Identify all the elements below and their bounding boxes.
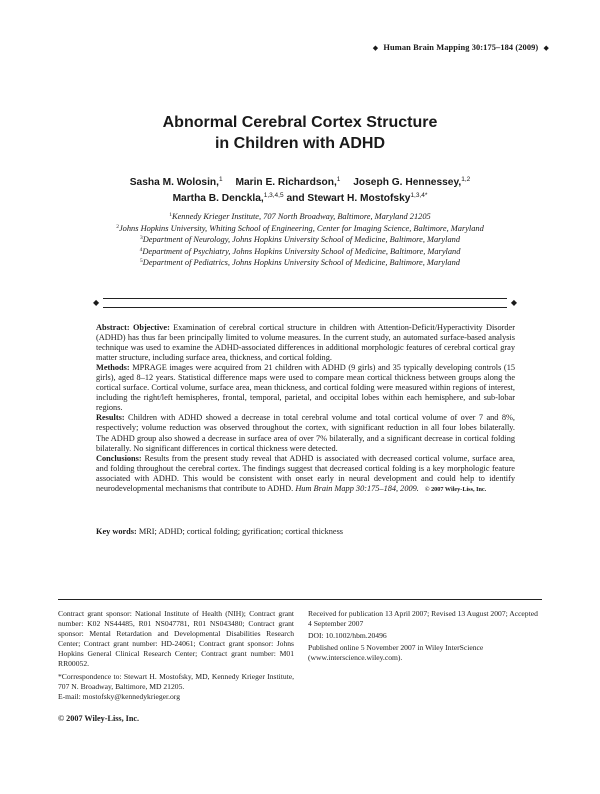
footnotes-right: [308, 609, 542, 665]
diamond-icon: ◆: [543, 44, 549, 52]
affil-text: Department of Pediatrics, Johns Hopkins University School of Medicine, Baltimore, Maryland: [142, 258, 460, 268]
page-copyright: © 2007 Wiley-Liss, Inc.: [58, 714, 140, 723]
author-name: Martha B. Denckla,: [172, 193, 264, 204]
author-name: Sasha M. Wolosin,: [129, 177, 219, 188]
section-separator: [95, 293, 515, 313]
abstract-objective: [96, 323, 515, 363]
methods-text: MPRAGE images were acquired from 21 children with ADHD (9 girls) and 35 typically developing controls (15 girls), aged 8–12 years. Statistical difference maps were used to compare mean cortical thickness between groups along the cortical surface. Cortical volume, surface area, mean thickness, and cortical folding were measured within regions of interest, including the right/left hemispheres, frontal, temporal, parietal, and occipital lobes within each hemisphere, and sub-lobar regions.: [96, 363, 515, 413]
affil-sup: 4: [139, 246, 143, 253]
affil-text: Department of Neurology, Johns Hopkins University School of Medicine, Baltimore, Maryland: [142, 235, 461, 245]
abstract: [96, 323, 515, 495]
abstract-label: Abstract:: [96, 323, 130, 332]
results-text: Children with ADHD showed a decrease in total cerebral volume and total cortical volume of over 7 and 8%, respectively; volume reduction was observed throughout the cortex, with significant reduction in all four lobes bilaterally. The ADHD group also showed a decrease in surface area of over 7% bilaterally, and a significant decrease in cortical folding bilaterally. No significant differences in cortical thickness were detected.: [96, 413, 516, 453]
conclusions-label: Conclusions:: [96, 453, 142, 463]
methods-label: Methods:: [96, 363, 130, 373]
divider: [103, 298, 507, 299]
abstract-citation: Hum Brain Mapp 30:175–184, 2009.: [295, 483, 419, 493]
published-online: Published online 5 November 2007 in Wiley InterScience (www.interscience.wiley.com).: [308, 643, 484, 663]
email: E-mail: mostofsky@kennedykrieger.org: [58, 692, 181, 702]
author-list: [0, 175, 600, 207]
received-dates: Received for publication 13 April 2007; Revised 13 August 2007; Accepted 4 September 2007: [308, 609, 538, 629]
title-line-2: in Children with ADHD: [214, 135, 386, 152]
doi: DOI: 10.1002/hbm.20496: [308, 631, 387, 641]
affiliation: [0, 211, 600, 223]
author-line-2: [0, 191, 600, 207]
keywords: [96, 527, 515, 537]
results-label: Results:: [96, 413, 125, 423]
footnote-divider: [58, 599, 542, 600]
footnotes-left: [58, 609, 294, 705]
affil-text: Department of Psychiatry, Johns Hopkins University School of Medicine, Baltimore, Maryland: [142, 246, 461, 256]
objective-text: Examination of cerebral cortical structure in children with Attention-Deficit/Hyperactivity Disorder (ADHD) has thus far been principally limited to volume measures. In the current study, an automated surface-based analysis technique was used to examine the ADHD-associated differences in additional morphologic features of cerebral cortical gray matter structure, including surface area, thickness, and cortical folding.: [96, 323, 516, 363]
author-name: and Stewart H. Mostofsky: [286, 193, 411, 204]
affiliation: [0, 257, 600, 269]
abstract-results: [96, 413, 515, 453]
divider: [103, 307, 507, 308]
author-line-1: [0, 175, 600, 191]
grant-sponsors: Contract grant sponsor: National Institute of Health (NIH); Contract grant number: K02 NS44485, R01 NS047781, R01 NS043480; Contract grant sponsor: Mental Retardation and Developmental Disabilities Research Center; Contract grant number: HD-24061; Contract grant sponsor: Johns Hopkins General Clinical Research Center; Contract grant number: M01 RR00052.: [58, 609, 294, 669]
affil-text: Kennedy Krieger Institute, 707 North Broadway, Baltimore, Maryland 21205: [172, 212, 431, 221]
objective-label: Objective:: [132, 323, 170, 332]
title-line-1: Abnormal Cerebral Cortex Structure: [162, 114, 438, 131]
paper-title: [0, 112, 600, 154]
diamond-icon: ◆: [93, 298, 100, 307]
affiliation: [0, 246, 600, 258]
author-name: Marin E. Richardson,: [235, 177, 337, 188]
keywords-text: MRI; ADHD; cortical folding; gyrification; cortical thickness: [138, 527, 344, 536]
affil-sup: 2: [116, 223, 119, 230]
diamond-icon: ◆: [510, 298, 517, 307]
author-name: Joseph G. Hennessey,: [353, 177, 462, 188]
affiliation: [0, 234, 600, 246]
abstract-copyright: © 2007 Wiley-Liss, Inc.: [424, 485, 487, 493]
affiliation: [0, 223, 600, 235]
affil-sup: 3: [139, 235, 143, 242]
abstract-methods: [96, 363, 515, 413]
author-affil-sup: 1,3,4*: [410, 192, 428, 199]
abstract-conclusions: [96, 454, 515, 495]
affiliation-list: [0, 211, 600, 269]
conclusions-text: Results from the present study reveal that ADHD is associated with decreased cortical volume, surface area, and folding throughout the cerebral cortex. The findings suggest that decreased cortical folding is a key morphologic feature associated with ADHD. This would be consistent with onset early in neural development and could help to identify neurodevelopmental mechanisms that contribute to ADHD.: [96, 453, 515, 493]
author-affil-sup: 1,2: [461, 176, 471, 183]
diamond-icon: ◆: [372, 44, 379, 52]
journal-citation: Human Brain Mapping 30:175–184 (2009): [383, 43, 539, 52]
affil-text: Johns Hopkins University, Whiting School of Engineering, Center for Imaging Science, Baltimore, Maryland: [118, 223, 484, 233]
author-affil-sup: 1: [218, 176, 223, 183]
author-affil-sup: 1,3,4,5: [263, 192, 284, 199]
affil-sup: 5: [140, 258, 143, 265]
author-affil-sup: 1: [336, 176, 341, 183]
correspondence: *Correspondence to: Stewart H. Mostofsky, MD, Kennedy Krieger Institute, 707 N. Broadway, Baltimore, MD 21205.: [58, 672, 294, 692]
affil-sup: 1: [169, 212, 172, 218]
running-head: [370, 43, 552, 52]
keywords-label: Key words:: [96, 527, 137, 536]
